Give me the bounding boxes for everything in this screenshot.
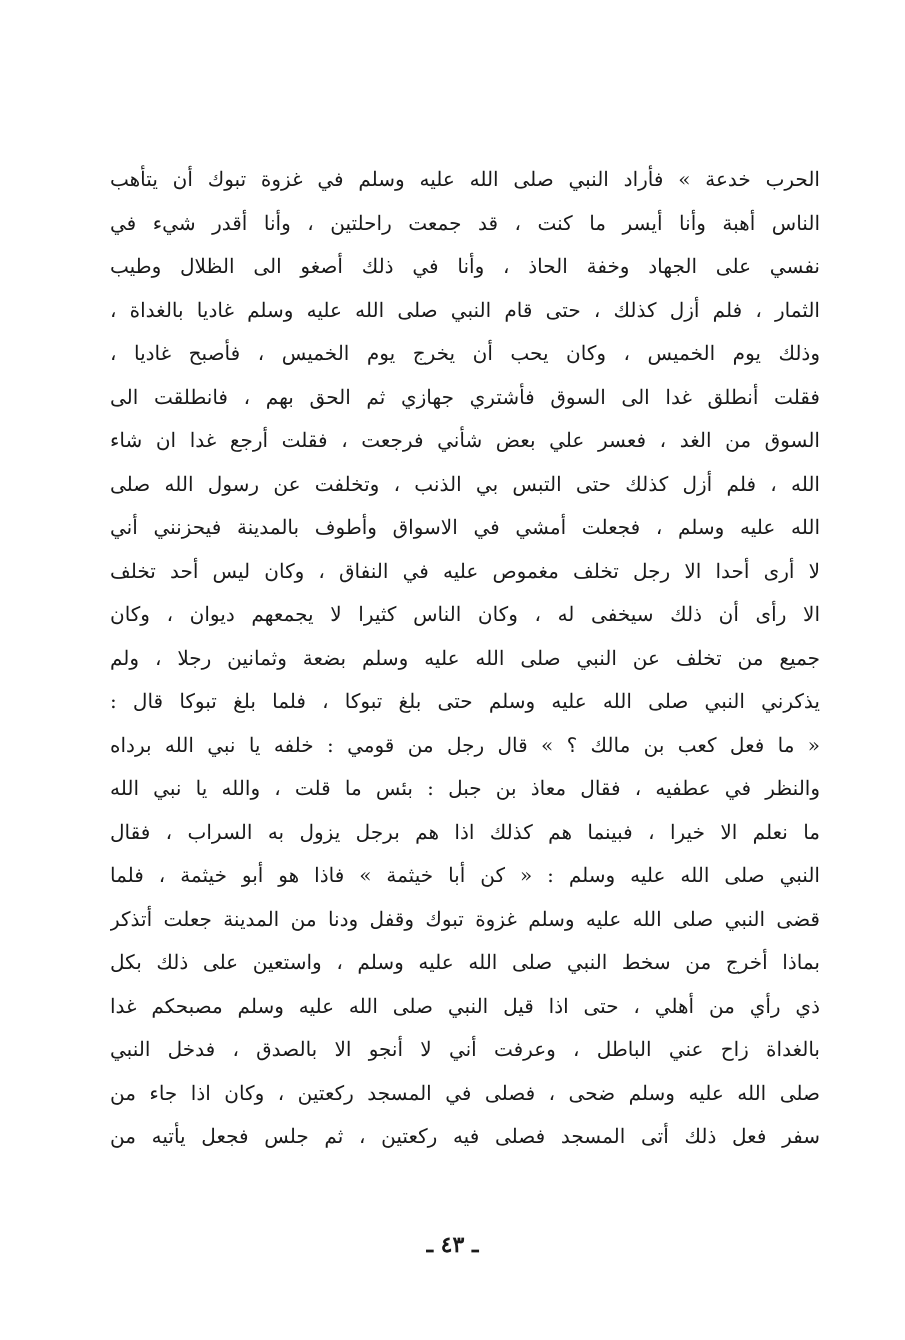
text-line: والنظر في عطفيه ، فقال معاذ بن جبل : بئس ما قلت ، والله يا نبي الله (110, 776, 820, 800)
text-line: الا رأى أن ذلك سيخفى له ، وكان الناس كثيرا لا يجمعهم ديوان ، وكان (110, 602, 820, 626)
text-line: الناس أهبة وأنا أيسر ما كنت ، قد جمعت راحلتين ، وأنا أقدر شيء في (110, 210, 820, 235)
text-line: وذلك يوم الخميس ، وكان يحب أن يخرج يوم الخميس ، فأصبح غاديا ، (110, 341, 820, 365)
text-line: سفر فعل ذلك أتى المسجد فصلى فيه ركعتين ، ثم جلس فجعل يأتيه من (110, 1124, 820, 1148)
text-line: يذكرني النبي صلى الله عليه وسلم حتى بلغ تبوكا ، فلما بلغ تبوكا قال : (110, 689, 820, 713)
text-line: ما نعلم الا خيرا ، فبينما هم كذلك اذا هم برجل يزول به السراب ، فقال (110, 819, 820, 844)
text-line: جميع من تخلف عن النبي صلى الله عليه وسلم بضعة وثمانين رجلا ، ولم (110, 645, 820, 670)
page-number: ـ ٤٣ ـ (426, 1232, 479, 1258)
text-line: قضى النبي صلى الله عليه وسلم غزوة تبوك وقفل ودنا من المدينة جعلت أتذكر (110, 906, 820, 931)
text-line: النبي صلى الله عليه وسلم : « كن أبا خيثمة » فاذا هو أبو خيثمة ، فلما (110, 863, 820, 887)
text-line: فقلت أنطلق غدا الى السوق فأشتري جهازي ثم الحق بهم ، فانطلقت الى (110, 384, 820, 409)
text-line: نفسي على الجهاد وخفة الحاذ ، وأنا في ذلك أصغو الى الظلال وطيب (110, 254, 820, 278)
text-line: بماذا أخرج من سخط النبي صلى الله عليه وسلم ، واستعين على ذلك بكل (110, 950, 820, 974)
text-line: الله عليه وسلم ، فجعلت أمشي في الاسواق وأطوف بالمدينة فيحزنني أني (110, 515, 820, 539)
text-line: الحرب خدعة » فأراد النبي صلى الله عليه وسلم في غزوة تبوك أن يتأهب (110, 167, 820, 191)
text-line: « ما فعل كعب بن مالك ؟ » قال رجل من قومي : خلفه يا نبي الله برداه (110, 732, 820, 757)
text-line: ذي رأي من أهلي ، حتى اذا قيل النبي صلى الله عليه وسلم مصبحكم غدا (110, 993, 820, 1018)
text-line: الثمار ، فلم أزل كذلك ، حتى قام النبي صلى الله عليه وسلم غاديا بالغداة ، (110, 297, 820, 322)
text-line: السوق من الغد ، فعسر علي بعض شأني فرجعت ، فقلت أرجع غدا ان شاء (110, 428, 820, 452)
text-line: بالغداة زاح عني الباطل ، وعرفت أني لا أنجو الا بالصدق ، فدخل النبي (110, 1037, 820, 1061)
body-text (110, 158, 820, 1159)
text-line: لا أرى أحدا الا رجل تخلف مغموص عليه في النفاق ، وكان ليس أحد تخلف (110, 558, 820, 583)
text-line: صلى الله عليه وسلم ضحى ، فصلى في المسجد ركعتين ، وكان اذا جاء من (110, 1080, 820, 1105)
text-line: الله ، فلم أزل كذلك حتى التبس بي الذنب ، وتخلفت عن رسول الله صلى (110, 471, 820, 496)
